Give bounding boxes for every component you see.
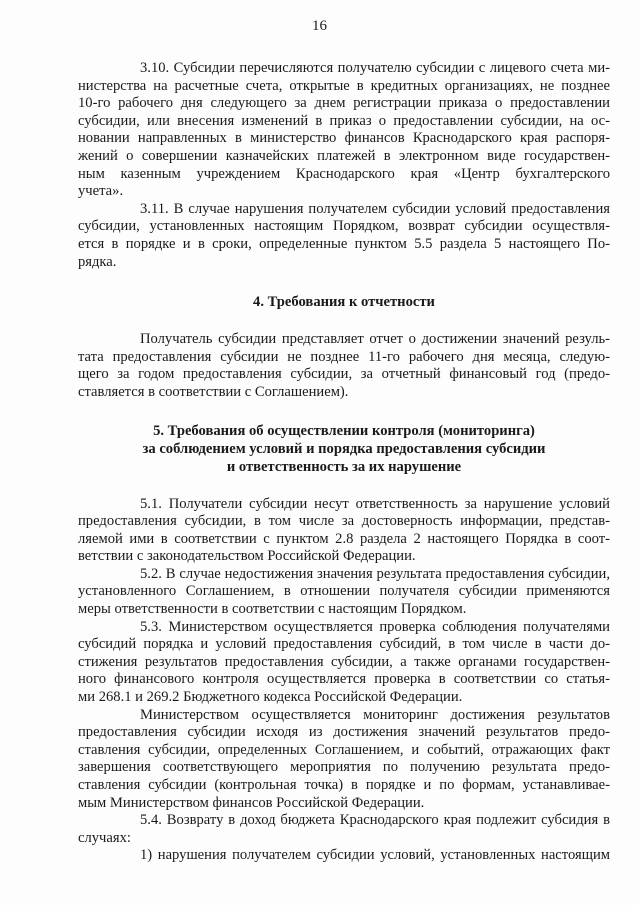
paragraph-5-3 [78, 619, 610, 707]
paragraph-5-4-item-1 [78, 847, 610, 865]
text-line: установленного Соглашением, в отношении получателя субсидии применяются [78, 583, 610, 600]
text-line: случаях: [78, 829, 131, 846]
paragraph-monitoring [78, 707, 610, 813]
text-line: меры ответственности в соответствии с настоящим Порядком. [78, 601, 467, 618]
paragraph-3-11 [78, 201, 610, 271]
page-number: 16 [312, 18, 327, 34]
text-line: ставляется в соответствии с Соглашением). [78, 383, 349, 400]
text-line: ного финансового контроля осуществляется проверка в соответствии со статья- [78, 671, 610, 688]
heading-line: 5. Требования об осуществлении контроля (мониторинга) [153, 422, 535, 439]
document-body [78, 60, 610, 865]
text-line: ным казенным учреждением Краснодарского края «Центр бухгалтерского [78, 165, 610, 182]
text-line: 5.2. В случае недостижения значения результата предоставления субсидии, [140, 565, 610, 582]
text-line: мым Министерством финансов Российской Федерации. [78, 794, 425, 811]
text-line: новании направленных в министерство финансов Краснодарского края распоря- [78, 130, 610, 147]
heading-line: за соблюдением условий и порядка предоставления субсидии [142, 440, 546, 457]
paragraph-3-10 [78, 60, 610, 201]
text-line: ставления субсидии, определенных Соглашением, и событий, отражающих факт [78, 741, 610, 758]
section-heading-4 [78, 293, 610, 311]
text-line: 5.4. Возврату в доход бюджета Краснодарского края подлежит субсидия в [140, 812, 610, 829]
text-line: субсидии, установленных настоящим Порядком, возврат субсидии осуществля- [78, 218, 610, 235]
text-line: Министерством осуществляется мониторинг достижения результатов [140, 706, 610, 723]
text-line: жений о совершении казначейских платежей в электронном виде государствен- [78, 147, 610, 164]
heading-line: и ответственность за их нарушение [226, 458, 462, 475]
text-line: субсидий порядка и условий предоставления субсидий, в том числе в части до- [78, 636, 610, 653]
text-line: ветствии с законодательством Российской Федерации. [78, 548, 416, 565]
text-line: рядка. [78, 253, 117, 270]
paragraph-5-4 [78, 812, 610, 847]
text-line: завершения соответствующего мероприятия по получению результата предо- [78, 759, 610, 776]
text-line: ется в порядке и в сроки, определенные пунктом 5.5 раздела 5 настоящего По- [78, 235, 610, 252]
text-line: 1) нарушения получателем субсидии условий, установленных настоящим [140, 847, 610, 864]
text-line: субсидии, или внесения изменений в приказ о предоставлении субсидии, на ос- [78, 112, 610, 129]
text-line: предоставления субсидии исходя из достижения значений результатов предо- [78, 724, 610, 741]
text-line: ми 268.1 и 269.2 Бюджетного кодекса Российской Федерации. [78, 689, 463, 706]
text-line: учета». [78, 183, 124, 200]
text-line: ляемой ими в соответствии с пунктом 2.8 раздела 2 настоящего Порядка в соот- [78, 530, 610, 547]
text-line: ставления субсидии (контрольная точка) в порядке и по формам, устанавливае- [78, 777, 610, 793]
text-line: Получатель субсидии представляет отчет о достижении значений резуль- [140, 331, 610, 348]
text-line: 3.10. Субсидии перечисляются получателю субсидии с лицевого счета ми- [140, 60, 610, 76]
paragraph-5-1 [78, 496, 610, 566]
section-heading-5 [78, 422, 610, 476]
text-line: нистерства на расчетные счета, открытые в кредитных организациях, не позднее [78, 77, 610, 94]
text-line: 5.1. Получатели субсидии несут ответственность за нарушение условий [140, 495, 610, 512]
heading-line: 4. Требования к отчетности [253, 294, 435, 311]
text-line: предоставления субсидии, в том числе за достоверность информации, представ- [78, 513, 610, 530]
text-line: 3.11. В случае нарушения получателем субсидии условий предоставления [140, 200, 610, 217]
text-line: стижения результатов предоставления субсидии, а также органами государствен- [78, 653, 610, 670]
text-line: 5.3. Министерством осуществляется проверка соблюдения получателями [140, 618, 610, 635]
text-line: 10-го рабочего дня следующего за днем регистрации приказа о предоставлении [78, 95, 610, 112]
paragraph-5-2 [78, 566, 610, 619]
paragraph-4 [78, 331, 610, 401]
text-line: тата предоставления субсидии не позднее 11-го рабочего дня месяца, следую- [78, 348, 610, 365]
text-line: щего за годом предоставления субсидии, за отчетный финансовый год (предо- [78, 366, 610, 383]
